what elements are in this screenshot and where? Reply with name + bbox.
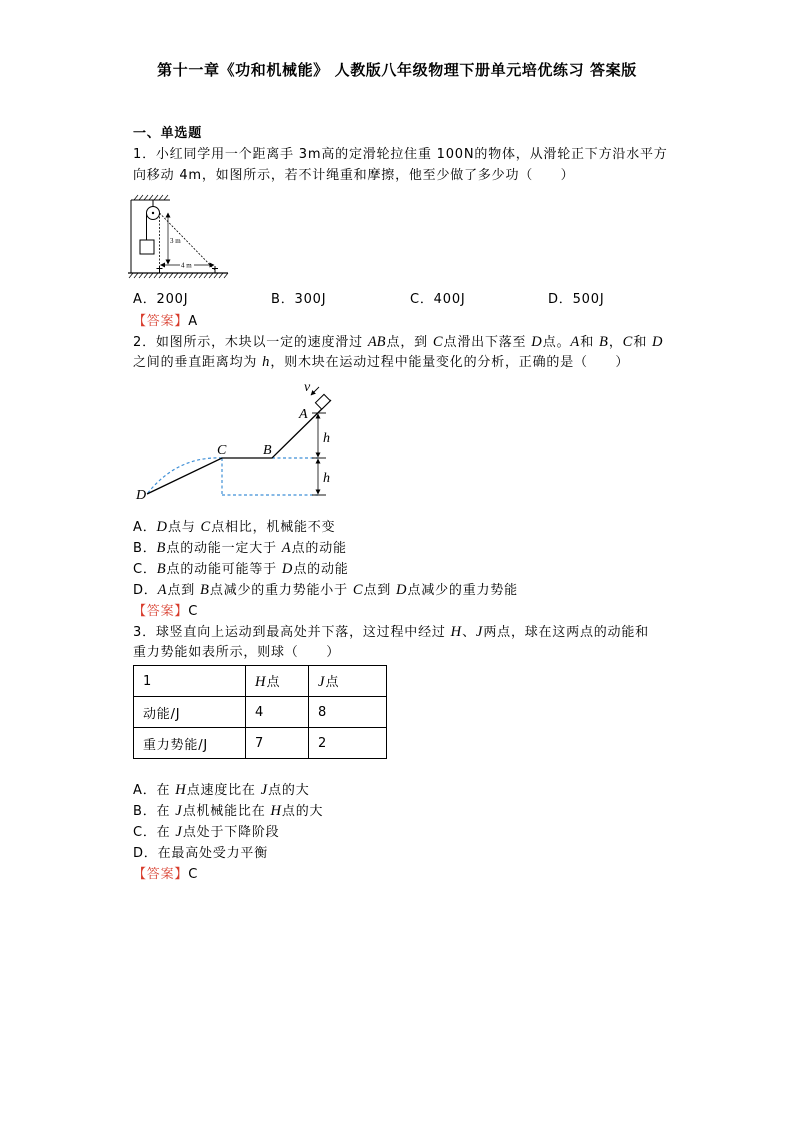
text-segment: 点的大	[268, 783, 310, 798]
table-row	[134, 666, 387, 697]
question-3-stem-line-2	[133, 642, 340, 663]
option-d	[548, 289, 604, 310]
option-b	[271, 289, 326, 310]
table-cell	[134, 728, 246, 759]
italic-variable: J	[318, 674, 325, 690]
question-1-stem-line-1	[133, 144, 668, 165]
text-segment: 点滑出下落至	[443, 335, 532, 350]
text-segment: 、	[462, 625, 476, 640]
table-cell	[309, 666, 387, 697]
italic-variable: C	[432, 334, 443, 350]
text-segment: 点	[266, 675, 281, 690]
text-segment: C．400J	[410, 292, 466, 307]
text-segment: 之间的垂直距离均为	[133, 355, 263, 370]
text-segment: 点	[325, 675, 340, 690]
text-segment: A．	[133, 520, 157, 535]
table-cell	[309, 697, 387, 728]
question-2-option-d	[133, 580, 518, 601]
question-2-option-a	[133, 517, 335, 538]
text-segment: B．在	[133, 804, 176, 819]
question-2-option-b	[133, 538, 347, 559]
text-segment: 点，到	[386, 335, 433, 350]
hand-marker-end	[212, 266, 218, 273]
height-upper-label: h	[323, 431, 330, 446]
wooden-block	[315, 394, 330, 409]
text-segment: 点的动能	[291, 541, 347, 556]
table-row	[134, 728, 387, 759]
italic-variable: H	[450, 624, 462, 640]
question-2-stem-line-2	[133, 352, 629, 373]
italic-variable: D	[531, 334, 542, 350]
text-segment: ，则木块在运动过程中能量变化的分析，正确的是（ ）	[270, 355, 630, 370]
text-segment: A．在	[133, 783, 176, 798]
text-segment: 点处于下降阶段	[182, 825, 280, 840]
point-c-label: C	[217, 443, 227, 458]
pulley-figure	[128, 194, 228, 284]
italic-variable: H	[175, 782, 186, 798]
text-segment: 和	[633, 335, 653, 350]
pulley-axle	[152, 212, 154, 214]
text-segment: 2．如图所示，木块以一定的速度滑过	[133, 335, 368, 350]
option-c	[410, 289, 466, 310]
answer-value: C	[188, 867, 199, 882]
section-heading: 一、单选题	[133, 126, 203, 141]
table-cell	[309, 728, 387, 759]
text-segment: D．	[133, 583, 158, 598]
question-3-stem-line-1	[133, 622, 649, 643]
question-1-answer	[133, 311, 198, 332]
italic-variable: C	[352, 582, 363, 598]
text-segment: 重力势能如表所示，则球（ ）	[133, 645, 341, 660]
text-segment: C．	[133, 562, 157, 577]
text-segment: 8	[318, 704, 328, 720]
table-cell	[134, 697, 246, 728]
question-3-option-a	[133, 780, 310, 801]
text-segment: 点的动能可能等于	[166, 562, 282, 577]
point-b-label: B	[263, 443, 272, 458]
italic-variable: D	[156, 519, 167, 535]
italic-variable: J	[475, 624, 483, 640]
italic-variable: D	[396, 582, 407, 598]
text-segment: 4	[255, 704, 265, 720]
italic-variable: B	[598, 334, 608, 350]
velocity-arrow	[311, 387, 319, 395]
question-1-options	[133, 289, 673, 310]
point-a-label: A	[299, 407, 308, 422]
text-segment: 7	[255, 735, 265, 751]
energy-table	[133, 665, 387, 759]
table-cell	[134, 666, 246, 697]
question-3-option-c	[133, 822, 279, 843]
italic-variable: A	[281, 540, 291, 556]
italic-variable: J	[175, 803, 182, 819]
italic-variable: D	[281, 561, 293, 577]
italic-variable: h	[262, 354, 270, 370]
text-segment: 点相比，机械能不变	[211, 520, 336, 535]
wooden-block-group	[315, 394, 330, 409]
height-label: 3 m	[170, 237, 181, 245]
text-segment: 点与	[167, 520, 201, 535]
text-segment: C．在	[133, 825, 176, 840]
italic-variable: C	[200, 519, 211, 535]
italic-variable: A	[157, 582, 167, 598]
answer-label: 【答案】	[133, 314, 189, 329]
text-segment: 1	[143, 673, 153, 689]
ceiling	[131, 195, 170, 200]
hanging-weight	[140, 240, 154, 254]
slope-figure	[132, 378, 342, 503]
question-2-option-c	[133, 559, 349, 580]
italic-variable: H	[270, 803, 281, 819]
point-d-label: D	[136, 488, 147, 503]
italic-variable: A	[570, 334, 580, 350]
hand-marker-start	[157, 266, 163, 273]
page-title: 第十一章《功和机械能》 人教版八年级物理下册单元培优练习 答案版	[157, 61, 637, 79]
text-segment: 动能/J	[143, 706, 181, 722]
text-segment: 1．小红同学用一个距离手 3m高的定滑轮拉住重 100N的物体，从滑轮正下方沿水平方	[133, 147, 668, 162]
question-3-option-b	[133, 801, 323, 822]
question-1-stem-line-2	[133, 165, 574, 186]
text-segment: 点的动能一定大于	[166, 541, 282, 556]
text-segment: 点的大	[281, 804, 324, 819]
ground-hatching	[129, 273, 228, 278]
italic-variable: B	[156, 561, 166, 577]
question-2-answer	[133, 601, 198, 622]
text-segment: 向移动 4m，如图所示，若不计绳重和摩擦，他至少做了多少功（ ）	[133, 168, 575, 183]
text-segment: 两点，球在这两点的动能和	[483, 625, 649, 640]
text-segment: 点速度比在	[186, 783, 261, 798]
question-3-option-d	[133, 843, 268, 864]
text-segment: 点。	[542, 335, 571, 350]
italic-variable: C	[622, 334, 633, 350]
table-cell	[246, 697, 309, 728]
italic-variable: AB	[367, 334, 386, 350]
answer-label: 【答案】	[133, 867, 189, 882]
answer-label: 【答案】	[133, 604, 189, 619]
question-3-answer	[133, 864, 198, 885]
text-segment: 点到	[363, 583, 397, 598]
text-segment: 点机械能比在	[182, 804, 271, 819]
table-cell	[246, 728, 309, 759]
text-segment: 和	[580, 335, 599, 350]
italic-variable: B	[156, 540, 166, 556]
italic-variable: J	[175, 824, 182, 840]
option-a	[133, 289, 188, 310]
italic-variable: D	[652, 334, 663, 350]
italic-variable: J	[260, 782, 268, 798]
italic-variable: B	[200, 582, 209, 598]
question-2-stem-line-1	[133, 332, 664, 353]
text-segment: 3．球竖直向上运动到最高处并下落，这过程中经过	[133, 625, 451, 640]
distance-label: 4 m	[181, 261, 192, 270]
text-segment: B．	[133, 541, 157, 556]
text-segment: 点减少的重力势能	[407, 583, 518, 598]
velocity-label: v	[304, 380, 311, 395]
height-lower-label: h	[323, 471, 330, 486]
answer-value: A	[188, 314, 198, 329]
text-segment: 点的动能	[293, 562, 349, 577]
text-segment: 2	[318, 735, 328, 751]
answer-value: C	[188, 604, 199, 619]
text-segment: 点减少的重力势能小于	[209, 583, 353, 598]
text-segment: A．200J	[133, 292, 189, 307]
text-segment: D．在最高处受力平衡	[133, 846, 269, 861]
text-segment: ，	[608, 335, 623, 350]
text-segment: 点到	[167, 583, 201, 598]
table-row	[134, 697, 387, 728]
text-segment: D．500J	[548, 292, 605, 307]
text-segment: B．300J	[271, 292, 327, 307]
table-cell	[246, 666, 309, 697]
text-segment: 重力势能/J	[143, 737, 209, 753]
italic-variable: H	[255, 674, 266, 690]
